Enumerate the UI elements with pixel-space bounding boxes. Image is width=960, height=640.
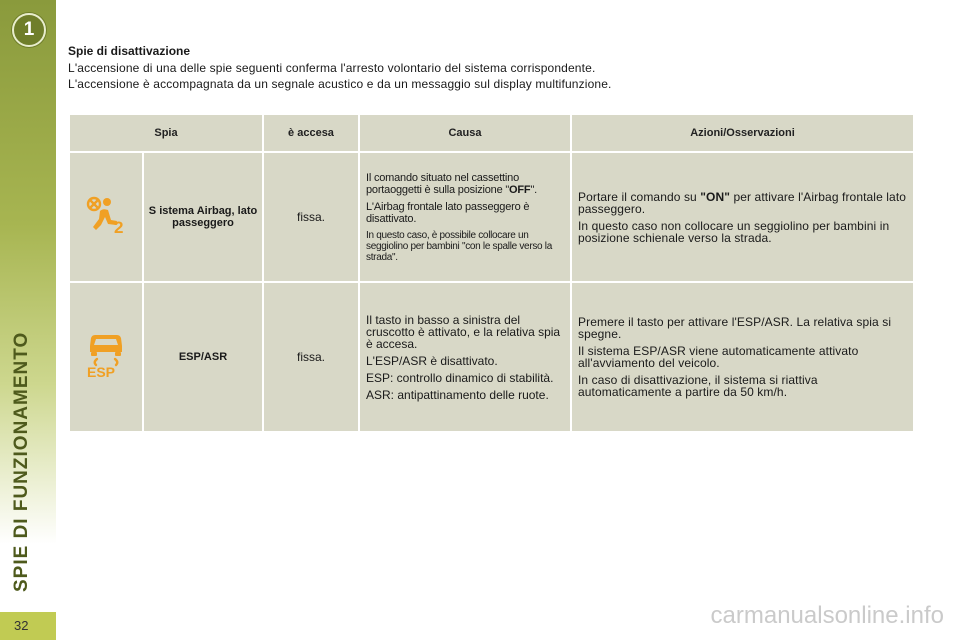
warning-lights-table bbox=[68, 113, 915, 433]
table-row bbox=[69, 282, 914, 432]
chapter-badge: 1 bbox=[12, 13, 46, 47]
cause-cell bbox=[359, 282, 571, 432]
chapter-title: SPIE DI FUNZIONAMENTO bbox=[11, 331, 32, 592]
light-state: fissa. bbox=[263, 152, 359, 282]
header-spia: Spia bbox=[69, 114, 263, 152]
svg-text:2: 2 bbox=[114, 217, 124, 235]
header-state: è accesa bbox=[263, 114, 359, 152]
header-actions: Azioni/Osservazioni bbox=[571, 114, 914, 152]
action-text: Portare il comando su "ON" per attivare l'Airbag frontale lato passeggero. bbox=[578, 189, 907, 216]
cause-text: Il tasto in basso a sinistra del cruscotto è attivato, e la relativa spia è accesa. bbox=[366, 312, 561, 351]
icon-cell bbox=[69, 152, 143, 282]
cause-text: ASR: antipattinamento delle ruote. bbox=[366, 387, 549, 402]
cause-text: Il comando situato nel cassettino portaoggetti è sulla posizione "OFF". bbox=[366, 171, 538, 196]
actions-cell bbox=[571, 152, 914, 282]
page-number: 32 bbox=[0, 612, 56, 640]
action-text: Il sistema ESP/ASR viene automaticamente attivato all'avviamento del veicolo. bbox=[578, 344, 859, 370]
cause-text: ESP: controllo dinamico di stabilità. bbox=[366, 370, 554, 385]
header-cause: Causa bbox=[359, 114, 571, 152]
section-title: Spie di disattivazione bbox=[68, 44, 191, 58]
table-header-row bbox=[69, 114, 914, 152]
cause-text: In questo caso, è possibile collocare un seggiolino per bambini "con le spalle verso la strada". bbox=[366, 229, 552, 263]
light-name: ESP/ASR bbox=[143, 282, 263, 432]
action-text: In caso di disattivazione, il sistema si riattiva automaticamente a partire da 50 km/h. bbox=[578, 373, 818, 399]
cause-text: L'Airbag frontale lato passeggero è disattivato. bbox=[366, 200, 530, 225]
action-text: In questo caso non collocare un seggiolino per bambini in posizione schienale verso la strada. bbox=[578, 218, 890, 245]
svg-text:ESP: ESP bbox=[87, 363, 116, 378]
intro-line: L'accensione di una delle spie seguenti conferma l'arresto volontario del sistema corrispondente. bbox=[68, 61, 596, 75]
watermark: carmanualsonline.info bbox=[710, 602, 944, 629]
icon-cell bbox=[69, 282, 143, 432]
actions-cell bbox=[571, 282, 914, 432]
action-text: Premere il tasto per attivare l'ESP/ASR. La relativa spia si spegne. bbox=[578, 315, 892, 341]
passenger-airbag-off-icon bbox=[83, 195, 129, 235]
light-state: fissa. bbox=[263, 282, 359, 432]
intro-line: L'accensione è accompagnata da un segnale acustico e da un messaggio sul display multifunzione. bbox=[68, 77, 612, 91]
light-name: S istema Airbag, lato passeggero bbox=[143, 152, 263, 282]
esp-asr-icon bbox=[86, 332, 126, 378]
cause-cell bbox=[359, 152, 571, 282]
table-row bbox=[69, 152, 914, 282]
cause-text: L'ESP/ASR è disattivato. bbox=[366, 353, 498, 368]
